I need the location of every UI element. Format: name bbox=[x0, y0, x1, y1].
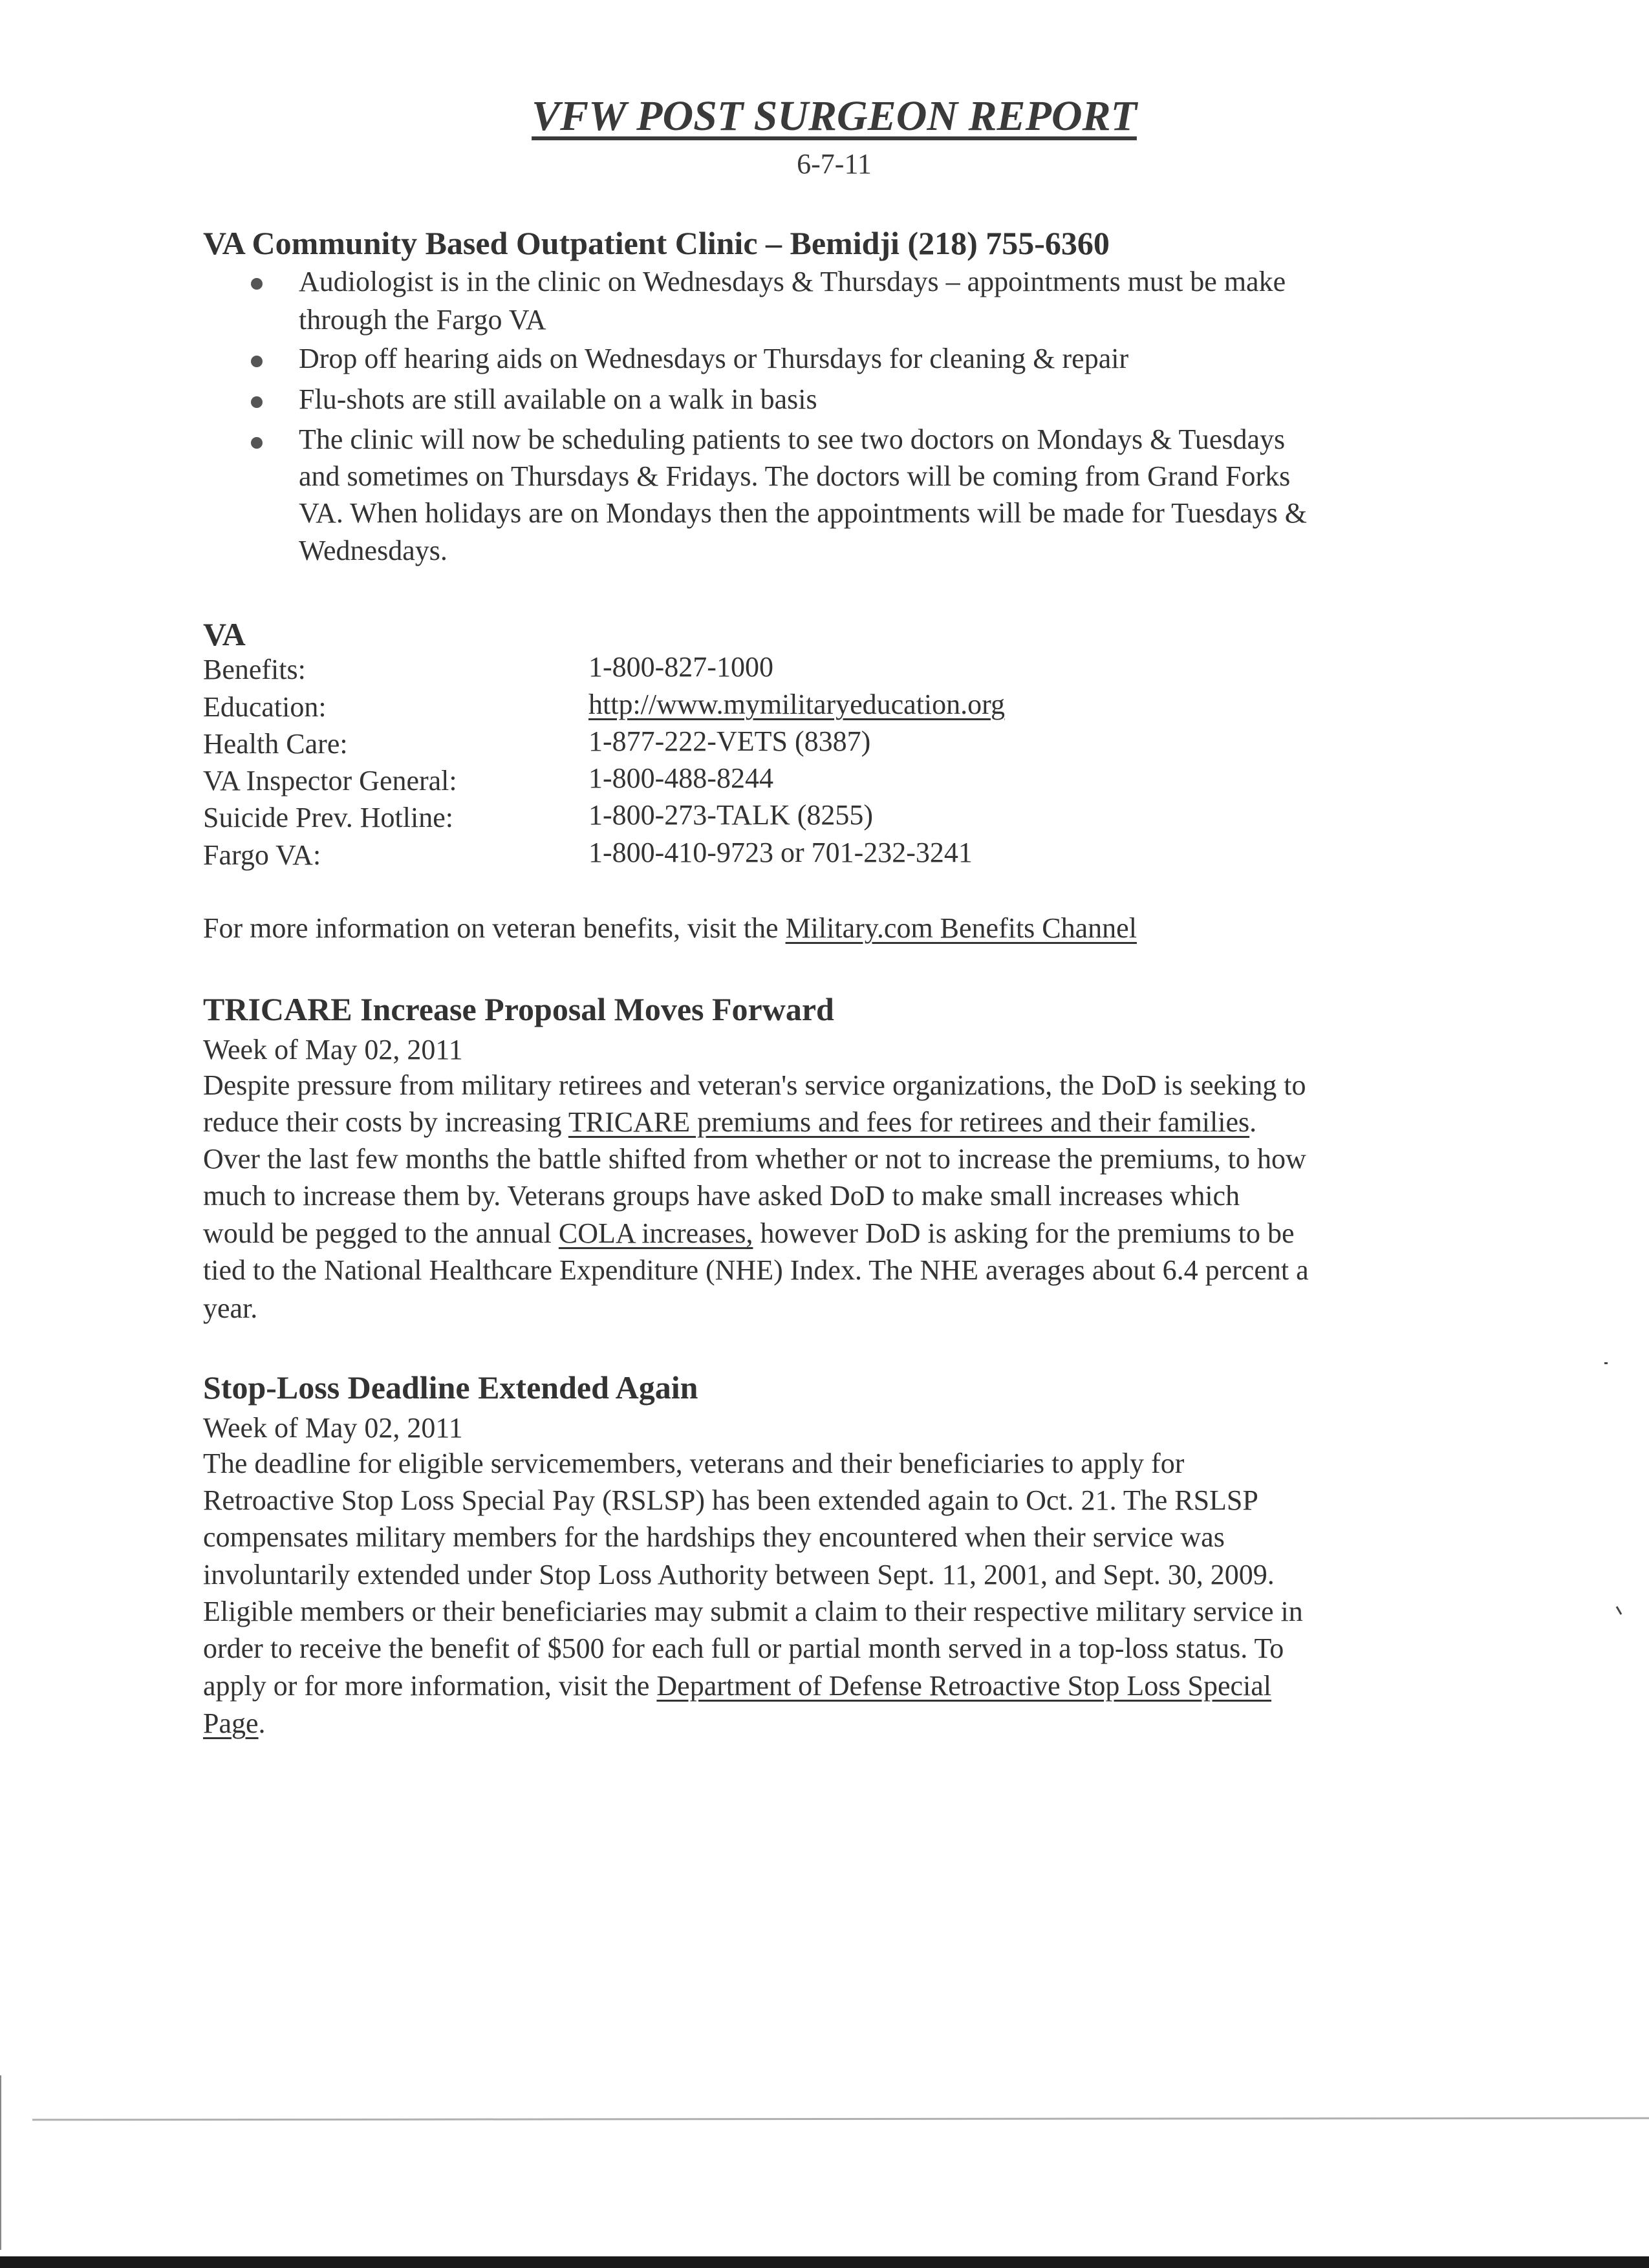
contact-value: 1-800-410-9723 or 701-232-3241 bbox=[588, 837, 973, 868]
clinic-heading: VA Community Based Outpatient Clinic – Bemidji (218) 755-6360 bbox=[203, 225, 1110, 261]
dod-stop-loss-link[interactable]: Department of Defense Retroactive Stop Loss Special bbox=[656, 1670, 1272, 1702]
contact-value: 1-800-827-1000 bbox=[588, 651, 773, 683]
clinic-bullet-4-line-4: Wednesdays. bbox=[299, 535, 447, 566]
tricare-line-3: Over the last few months the battle shifted from whether or not to increase the premiums, to how bbox=[203, 1143, 1306, 1175]
stoploss-line-6: order to receive the benefit of $500 for each full or partial month served in a top-loss status. To bbox=[203, 1632, 1284, 1664]
scan-edge-left bbox=[0, 2075, 1, 2250]
contact-label: Benefits: bbox=[203, 654, 306, 685]
stoploss-line-7 bbox=[203, 1669, 1271, 1702]
stoploss-line-2: Retroactive Stop Loss Special Pay (RSLSP) has been extended again to Oct. 21. The RSLSP bbox=[203, 1484, 1258, 1516]
scan-edge-bottom bbox=[0, 2256, 1649, 2268]
tricare-premiums-link[interactable]: TRICARE premiums and fees for retirees and their families bbox=[568, 1106, 1250, 1138]
tricare-line-2-text: reduce their costs by increasing bbox=[203, 1106, 568, 1138]
clinic-bullet-1-line-1: Audiologist is in the clinic on Wednesdays & Thursdays – appointments must be make bbox=[299, 266, 1286, 297]
contact-value: 1-877-222-VETS (8387) bbox=[588, 725, 871, 757]
stoploss-line-8-suffix: . bbox=[258, 1707, 266, 1739]
tricare-line-4: much to increase them by. Veterans groups have asked DoD to make small increases which bbox=[203, 1180, 1240, 1212]
report-date: 6-7-11 bbox=[797, 148, 872, 180]
contact-label: Health Care: bbox=[203, 728, 348, 760]
stoploss-line-8 bbox=[203, 1707, 266, 1740]
report-title: VFW POST SURGEON REPORT bbox=[532, 92, 1137, 140]
tricare-line-6: tied to the National Healthcare Expenditure (NHE) Index. The NHE averages about 6.4 percent a bbox=[203, 1254, 1309, 1286]
clinic-bullet-4-line-3: VA. When holidays are on Mondays then the appointments will be made for Tuesdays & bbox=[299, 497, 1307, 529]
tricare-line-2 bbox=[203, 1106, 1256, 1139]
scan-line bbox=[32, 2117, 1649, 2121]
dod-stop-loss-page-link[interactable]: Page bbox=[203, 1707, 259, 1739]
bullet-icon bbox=[251, 356, 263, 367]
contact-label: Education: bbox=[203, 691, 327, 723]
tricare-line-5-text: would be pegged to the annual bbox=[203, 1217, 559, 1249]
stoploss-line-3: compensates military members for the hardships they encountered when their service was bbox=[203, 1521, 1225, 1553]
va-heading: VA bbox=[203, 616, 246, 652]
clinic-bullet-2: Drop off hearing aids on Wednesdays or Thursdays for cleaning & repair bbox=[299, 343, 1129, 374]
tricare-line-7: year. bbox=[203, 1292, 258, 1324]
more-info-line bbox=[203, 912, 1137, 945]
cola-increases-link[interactable]: COLA increases, bbox=[558, 1217, 753, 1249]
more-info-text: For more information on veteran benefits, visit the bbox=[203, 912, 786, 944]
clinic-bullet-4-line-1: The clinic will now be scheduling patients to see two doctors on Mondays & Tuesdays bbox=[299, 423, 1286, 455]
clinic-bullet-3: Flu-shots are still available on a walk in basis bbox=[299, 383, 817, 415]
contact-label: Suicide Prev. Hotline: bbox=[203, 802, 453, 833]
military-com-benefits-link[interactable]: Military.com Benefits Channel bbox=[785, 912, 1137, 944]
tricare-line-5 bbox=[203, 1217, 1295, 1250]
contact-label: Fargo VA: bbox=[203, 839, 321, 871]
education-link[interactable]: http://www.mymilitaryeducation.org bbox=[588, 689, 1006, 720]
stoploss-heading: Stop-Loss Deadline Extended Again bbox=[203, 1369, 698, 1406]
clinic-bullet-1-line-2: through the Fargo VA bbox=[299, 304, 546, 336]
stoploss-line-7-text: apply or for more information, visit the bbox=[203, 1670, 657, 1702]
tricare-heading: TRICARE Increase Proposal Moves Forward bbox=[203, 991, 834, 1027]
contact-value: 1-800-488-8244 bbox=[588, 762, 773, 794]
stoploss-line-5: Eligible members or their beneficiaries may submit a claim to their respective military service in bbox=[203, 1596, 1303, 1627]
tricare-line-5-suffix: however DoD is asking for the premiums to be bbox=[753, 1217, 1295, 1249]
stoploss-line-4: involuntarily extended under Stop Loss Authority between Sept. 11, 2001, and Sept. 30, 2009. bbox=[203, 1559, 1275, 1590]
contact-value: 1-800-273-TALK (8255) bbox=[588, 799, 874, 831]
scan-speck bbox=[1604, 1362, 1608, 1364]
stoploss-week: Week of May 02, 2011 bbox=[203, 1412, 463, 1444]
tricare-line-2-suffix: . bbox=[1249, 1106, 1257, 1138]
contact-label: VA Inspector General: bbox=[203, 765, 457, 797]
tricare-line-1: Despite pressure from military retirees and veteran's service organizations, the DoD is seeking to bbox=[203, 1069, 1306, 1101]
stoploss-line-1: The deadline for eligible servicemembers, veterans and their beneficiaries to apply for bbox=[203, 1448, 1185, 1479]
tricare-week: Week of May 02, 2011 bbox=[203, 1034, 463, 1065]
clinic-bullet-4-line-2: and sometimes on Thursdays & Fridays. The doctors will be coming from Grand Forks bbox=[299, 460, 1291, 492]
bullet-icon bbox=[251, 278, 263, 290]
scan-mark bbox=[1616, 1606, 1622, 1615]
bullet-icon bbox=[251, 437, 263, 449]
bullet-icon bbox=[251, 396, 263, 408]
